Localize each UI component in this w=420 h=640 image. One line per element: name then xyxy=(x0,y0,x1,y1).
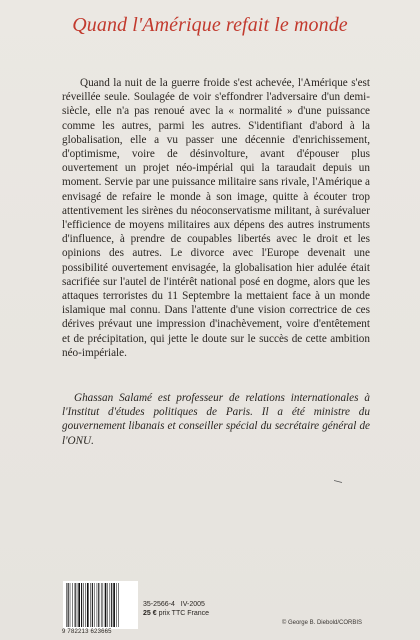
author-bio: Ghassan Salamé est professeur de relations internationales à l'Institut d'études politiques de Paris. Il a été ministre du gouvernement libanais et conseiller spécial du secrétaire général de l'ONU. xyxy=(62,392,370,447)
photo-credit: © George B. Diebold/CORBIS xyxy=(281,620,362,626)
book-title: Quand l'Amérique refait le monde xyxy=(72,14,348,36)
book-description: Quand la nuit de la guerre froide s'est achevée, l'Amérique s'est réveillée seule. Soulagée de voir s'effondrer l'adversaire d'un demi-siècle, elle n'a pas renoué avec la « normalité » d'une puissance comme les autres, parmi les autres. S'identifiant d'abord à la globalisation, elle a vu passer une décennie d'enrichissement, d'optimisme, voire de désinvolture, avant d'épouser plus ouvertement un projet néo-impérial qui la taraudait depuis un moment. Servie par une puissance militaire sans rivale, l'Amérique a envisagé de refaire le monde à son image, quitte à écouter trop attentivement les sirènes du néoconservatisme militant, à surévaluer l'efficience de moyens militaires aux dépens des autres instruments d'influence, à prendre de coupables libertés avec le droit et les opinions des autres. Le divorce avec l'Europe devenait une possibilité ouvertement envisagée, la globalisation hier adulée était sacrifiée sur l'autel de l'intérêt national posé en dogme, alors que les attaques terroristes du 11 Septembre la mettaient face à un monde islamique mal connu. Dans l'attente d'une vision correctrice de ces dérives prévaut une impression d'inachèvement, voire d'entêtement et de précipitation, qui jette le doute sur le succès de cette ambition néo-impériale. xyxy=(62,77,370,359)
isbn-code: 35-2566-4 xyxy=(143,601,175,608)
barcode-number: 9 782213 623665 xyxy=(62,629,112,635)
barcode-icon xyxy=(63,581,138,629)
isbn-info xyxy=(143,600,209,618)
date-code: IV-2005 xyxy=(180,601,205,608)
ink-speck xyxy=(334,480,344,483)
price-suffix: prix TTC France xyxy=(158,610,210,617)
price: 25 € xyxy=(143,610,157,617)
